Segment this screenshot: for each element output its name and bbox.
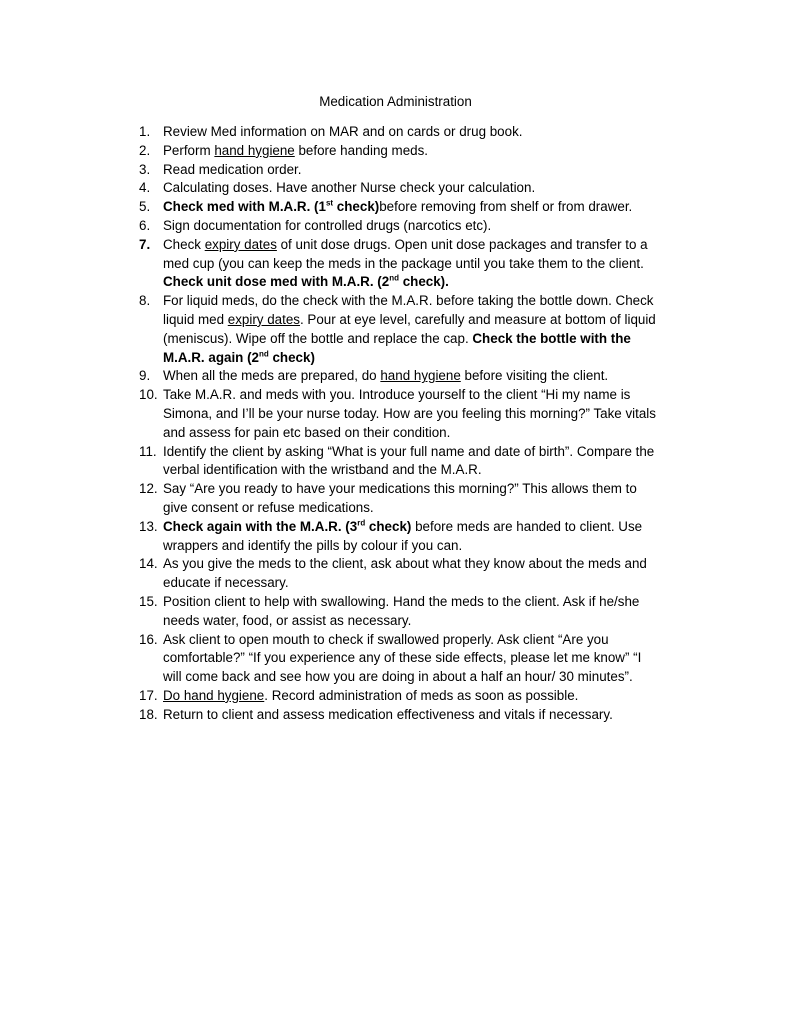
list-item: [139, 217, 709, 236]
text-run: verbal identification with the wristband and the M.A.R.: [163, 462, 482, 478]
text-line: [163, 198, 709, 217]
text-line: [163, 217, 709, 236]
text-run: needs water, food, or assist as necessary.: [163, 612, 412, 628]
text-line: [163, 706, 709, 725]
text-line: [163, 574, 709, 593]
list-item-number: 13.: [139, 518, 158, 534]
text-line: [163, 555, 709, 574]
list-item-number: 1.: [139, 124, 151, 139]
text-run: before visiting the client.: [460, 368, 609, 384]
list-item: [139, 123, 709, 142]
list-item-text: [163, 386, 709, 442]
text-run: before handing meds.: [294, 142, 429, 158]
list-item-number: 18.: [139, 706, 158, 722]
bold-text: Check unit dose med with M.A.R. (2: [163, 274, 390, 290]
list-item: [139, 631, 709, 687]
text-run: and assess for pain etc based on their condition.: [163, 424, 451, 440]
list-item-text: [163, 236, 709, 292]
text-line: [163, 330, 709, 349]
text-line: [163, 687, 709, 706]
list-item: [139, 386, 709, 442]
list-item-number: 17.: [139, 687, 158, 703]
bold-text: rd: [357, 518, 366, 528]
list-item-text: [163, 593, 709, 631]
text-line: [163, 499, 709, 518]
bold-text: check): [268, 349, 315, 365]
text-run: before meds are handed to client. Use: [411, 518, 643, 534]
bold-text: check): [333, 199, 380, 215]
list-item-text: [163, 198, 709, 217]
text-run: Identify the client by asking “What is your full name and date of birth”. Compare the: [163, 443, 655, 459]
list-item-text: [163, 161, 709, 180]
bold-text: check).: [398, 274, 449, 290]
steps-list: [139, 123, 709, 725]
list-item-text: [163, 292, 709, 367]
list-item: [139, 706, 709, 725]
list-item-number: 14.: [139, 556, 158, 572]
list-item: [139, 687, 709, 706]
text-run: will come back and see how you are doing in about a half an hour/ 30 minutes”.: [163, 669, 633, 685]
list-item-text: [163, 631, 709, 687]
text-run: For liquid meds, do the check with the M.A.R. before taking the bottle down. Check: [163, 293, 654, 309]
list-item: [139, 179, 709, 198]
text-line: [163, 273, 709, 292]
text-line: [163, 161, 709, 180]
underlined-text: Do hand hygiene: [163, 687, 265, 703]
text-line: [163, 367, 709, 386]
underlined-text: expiry dates: [227, 311, 300, 327]
text-run: . Pour at eye level, carefully and measure at bottom of liquid: [299, 311, 656, 327]
list-item-number: 6.: [139, 217, 151, 233]
text-run: Review Med information on MAR and on cards or drug book.: [163, 124, 523, 139]
text-run: before removing from shelf or from drawer.: [379, 199, 633, 215]
list-item: [139, 236, 709, 292]
text-line: [163, 424, 709, 443]
bold-text: nd: [258, 349, 269, 359]
text-run: wrappers and identify the pills by colour if you can.: [163, 537, 463, 553]
bold-text: Check med with M.A.R. (1: [163, 199, 326, 215]
text-run: give consent or refuse medications.: [163, 499, 374, 515]
text-run: Ask client to open mouth to check if swallowed properly. Ask client “Are you: [163, 631, 609, 647]
text-run: liquid med: [163, 311, 228, 327]
text-line: [163, 480, 709, 499]
text-line: [163, 631, 709, 650]
list-item-number: 11.: [139, 443, 157, 459]
text-line: [163, 236, 709, 255]
list-item-text: [163, 480, 709, 518]
text-line: [163, 405, 709, 424]
list-item-number: 9.: [139, 368, 151, 384]
text-line: [163, 142, 709, 161]
text-run: of unit dose drugs. Open unit dose packages and transfer to a: [276, 236, 648, 252]
list-item-number: 5.: [139, 199, 151, 215]
text-run: educate if necessary.: [163, 575, 289, 591]
text-run: When all the meds are prepared, do: [163, 368, 381, 384]
list-item-text: [163, 687, 709, 706]
list-item: [139, 555, 709, 593]
list-item: [139, 198, 709, 217]
underlined-text: hand hygiene: [380, 368, 461, 384]
text-line: [163, 537, 709, 556]
list-item-text: [163, 443, 709, 481]
text-run: comfortable?” “If you experience any of these side effects, please let me know” “I: [163, 650, 642, 666]
text-run: med cup (you can keep the meds in the package until you take them to the client.: [163, 255, 644, 271]
text-run: As you give the meds to the client, ask about what they know about the meds and: [163, 556, 647, 572]
list-item: [139, 292, 709, 367]
text-run: Take M.A.R. and meds with you. Introduce yourself to the client “Hi my name is: [163, 387, 631, 403]
list-item-number: 3.: [139, 161, 151, 177]
text-run: Sign documentation for controlled drugs (narcotics etc).: [163, 217, 492, 233]
list-item-number: 15.: [139, 593, 158, 609]
bold-text: st: [325, 198, 334, 208]
list-item-text: [163, 706, 709, 725]
text-run: (meniscus). Wipe off the bottle and replace the cap.: [163, 330, 473, 346]
list-item: [139, 367, 709, 386]
list-item-text: [163, 518, 709, 556]
text-line: [163, 518, 709, 537]
list-item: [139, 161, 709, 180]
text-run: Read medication order.: [163, 161, 302, 177]
text-line: [163, 292, 709, 311]
text-line: [163, 612, 709, 631]
bold-text: nd: [389, 273, 399, 283]
text-run: Say “Are you ready to have your medications this morning?” This allows them to: [163, 481, 637, 497]
list-item-number: 7.: [139, 236, 151, 252]
bold-text: Check the bottle with the: [472, 330, 631, 346]
list-item: [139, 142, 709, 161]
page-title: Medication Administration: [319, 94, 472, 109]
text-run: Position client to help with swallowing. Hand the meds to the client. Ask if he/she: [163, 593, 640, 609]
text-run: Check: [163, 236, 205, 252]
bold-text: M.A.R. again (2: [163, 349, 259, 365]
text-line: [163, 649, 709, 668]
text-run: Calculating doses. Have another Nurse check your calculation.: [163, 180, 536, 196]
list-item-text: [163, 217, 709, 236]
text-line: [163, 461, 709, 480]
list-item-text: [163, 123, 709, 142]
text-line: [163, 593, 709, 612]
text-run: . Record administration of meds as soon as possible.: [264, 687, 579, 703]
bold-text: check): [365, 518, 412, 534]
list-item-number: 8.: [139, 293, 151, 309]
text-line: [163, 386, 709, 405]
list-item: [139, 443, 709, 481]
list-item-number: 12.: [139, 481, 158, 497]
list-item: [139, 593, 709, 631]
text-line: [163, 123, 709, 142]
text-run: Simona, and I’ll be your nurse today. How are you feeling this morning?” Take vitals: [163, 405, 656, 421]
underlined-text: expiry dates: [204, 236, 277, 252]
text-line: [163, 179, 709, 198]
bold-text: Check again with the M.A.R. (3: [163, 518, 358, 534]
text-line: [163, 668, 709, 687]
list-item-number: 16.: [139, 631, 158, 647]
list-item: [139, 480, 709, 518]
list-item-number: 10.: [139, 387, 158, 403]
list-item-text: [163, 367, 709, 386]
list-item-text: [163, 179, 709, 198]
text-line: [163, 255, 709, 274]
underlined-text: hand hygiene: [214, 142, 295, 158]
text-line: [163, 349, 709, 368]
text-run: Return to client and assess medication effectiveness and vitals if necessary.: [163, 706, 613, 722]
text-run: Perform: [163, 142, 215, 158]
list-item-number: 2.: [139, 142, 151, 158]
list-item-number: 4.: [139, 180, 151, 196]
list-item-text: [163, 142, 709, 161]
text-line: [163, 311, 709, 330]
list-item-text: [163, 555, 709, 593]
text-line: [163, 443, 709, 462]
list-item: [139, 518, 709, 556]
